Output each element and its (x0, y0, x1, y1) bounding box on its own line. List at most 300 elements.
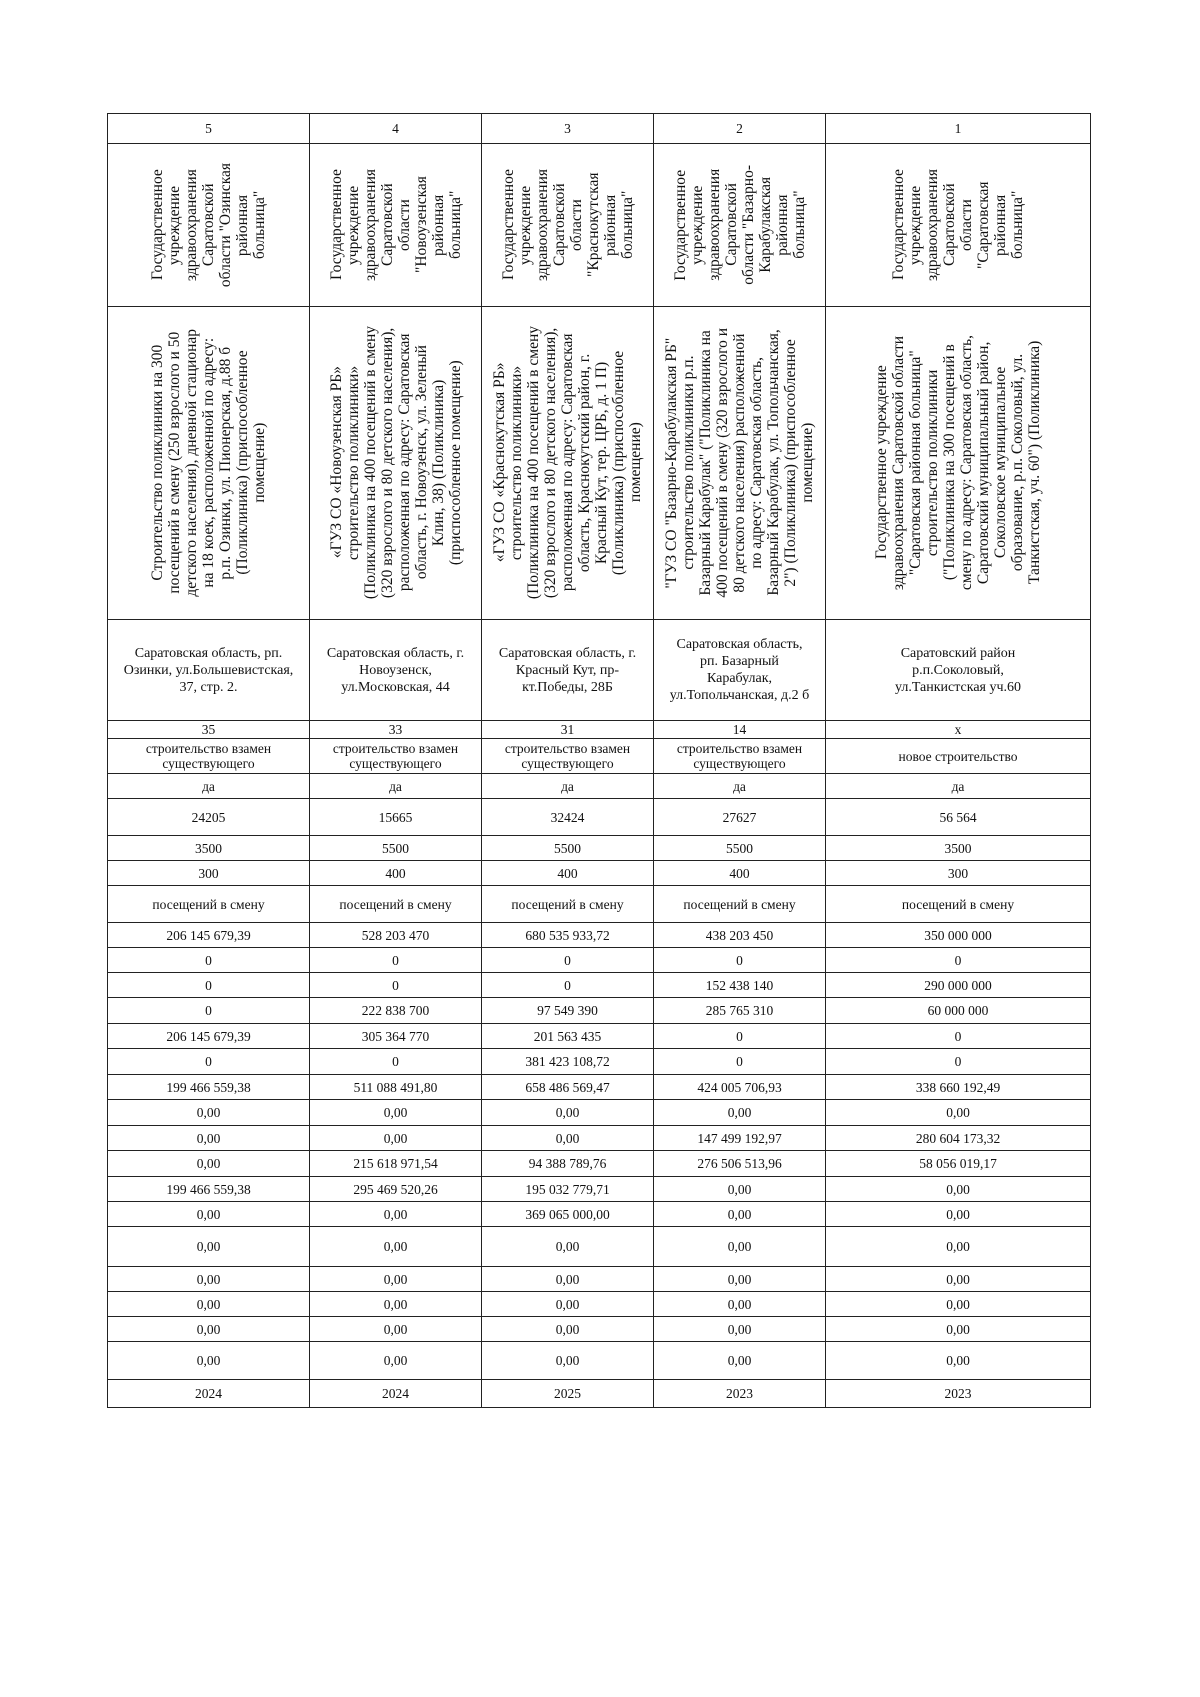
cost-per-unit-value: 5500 (554, 840, 581, 856)
estimate-2022-value: 280 604 173,32 (915, 1130, 1001, 1146)
cost-2025-cell (654, 1049, 826, 1075)
estimated-total-value: 658 486 569,47 (525, 1079, 610, 1095)
reference-number-value: 14 (732, 722, 747, 737)
cost-per-unit-cell (108, 836, 310, 861)
reserve-5-cell (826, 1342, 1091, 1380)
cost-2022-cell (826, 973, 1091, 998)
estimate-2023-row (108, 1151, 1091, 1177)
object-description-row (108, 307, 1091, 620)
flag-value: да (733, 778, 746, 794)
reference-number-cell (826, 721, 1091, 739)
reserve-4-cell (108, 1317, 310, 1342)
flag-value: да (389, 778, 402, 794)
reserve-2-cell (482, 1267, 654, 1292)
area-value: 15665 (378, 809, 413, 825)
column-number: 3 (564, 121, 571, 136)
column-number-row (108, 114, 1091, 144)
reserve-2-cell (826, 1267, 1091, 1292)
reserve-4-cell (654, 1317, 826, 1342)
estimate-2022-value: 0,00 (383, 1130, 408, 1146)
total-cost-cell (310, 923, 482, 948)
cost-2025-value: 0 (205, 1054, 212, 1069)
estimate-2024-value: 295 469 520,26 (353, 1181, 438, 1197)
reserve-3-cell (310, 1292, 482, 1317)
cost-2022-value: 0 (564, 977, 571, 993)
commission-year-cell (310, 1380, 482, 1408)
estimate-2024-value: 0,00 (946, 1181, 970, 1197)
reserve-4-value: 0,00 (727, 1321, 752, 1337)
reserve-3-value: 0,00 (946, 1296, 970, 1312)
estimate-2023-cell (654, 1151, 826, 1177)
construction-type-value: строительство взамен существующего (145, 741, 272, 771)
cost-2021-value: 0 (736, 952, 743, 968)
cost-2021-cell (482, 948, 654, 973)
estimate-2021-value: 0,00 (555, 1105, 580, 1120)
capacity-unit-cell (826, 886, 1091, 923)
column-number-cell (482, 114, 654, 144)
capacity-cell (654, 861, 826, 886)
reserve-4-value: 0,00 (196, 1321, 221, 1337)
total-cost-cell (482, 923, 654, 948)
object-description: "ГУЗ СО "Базарно-Карабулакская РБ" строительство поликлиники р.п. Базарный Карабулак" ("Поликлиника на 400 посещений в смену (320 взрослого и 80 детского населения) расположенной по адресу: Саратовская область, Базарный Карабулак, ул. Топольчанская, 2") (Поликлиника) (приспособленное помещение) (663, 328, 816, 598)
institution-name: Государственное учреждение здравоохранения Саратовской области "Саратовская районная больница" (890, 169, 1026, 281)
estimate-2025-cell (108, 1202, 310, 1227)
commission-year-value: 2024 (382, 1386, 409, 1401)
capacity-value: 300 (947, 865, 969, 881)
estimate-2023-cell (482, 1151, 654, 1177)
estimated-total-cell (310, 1075, 482, 1100)
cost-2024-row (108, 1024, 1091, 1049)
column-number-cell (108, 114, 310, 144)
reference-number-row (108, 721, 1091, 739)
reserve-2-value: 0,00 (383, 1271, 408, 1287)
estimate-2022-value: 0,00 (555, 1130, 580, 1146)
institution-name-cell (654, 144, 826, 307)
reserve-3-cell (654, 1292, 826, 1317)
cost-2023-row (108, 998, 1091, 1024)
total-cost-value: 528 203 470 (361, 927, 430, 943)
estimate-2021-value: 0,00 (946, 1105, 970, 1120)
cost-per-unit-value: 5500 (382, 840, 409, 856)
construction-type-cell (826, 739, 1091, 774)
estimate-2021-cell (108, 1100, 310, 1126)
estimated-total-value: 424 005 706,93 (697, 1079, 782, 1095)
cost-2024-value: 0 (736, 1028, 743, 1044)
reserve-1-value: 0,00 (555, 1239, 580, 1254)
construction-type-value: строительство взамен существующего (504, 741, 631, 771)
object-address-row (108, 620, 1091, 721)
reference-number-value: 33 (388, 722, 403, 737)
area-cell (826, 799, 1091, 836)
estimate-2023-value: 215 618 971,54 (353, 1156, 438, 1171)
cost-2024-cell (654, 1024, 826, 1049)
reserve-3-value: 0,00 (555, 1296, 580, 1312)
cost-2021-value: 0 (564, 952, 571, 968)
estimate-2021-cell (310, 1100, 482, 1126)
reference-number-cell (108, 721, 310, 739)
column-number-cell (310, 114, 482, 144)
estimate-2025-cell (310, 1202, 482, 1227)
object-table (107, 113, 1091, 1408)
estimate-2024-cell (654, 1177, 826, 1202)
total-cost-cell (108, 923, 310, 948)
cost-2023-value: 97 549 390 (537, 1003, 598, 1018)
capacity-value: 300 (198, 865, 219, 881)
cost-2023-value: 222 838 700 (361, 1003, 430, 1018)
reserve-2-value: 0,00 (946, 1271, 970, 1287)
estimate-2024-row (108, 1177, 1091, 1202)
column-number-cell (654, 114, 826, 144)
cost-2025-cell (310, 1049, 482, 1075)
institution-name-cell (310, 144, 482, 307)
cost-2025-value: 381 423 108,72 (525, 1054, 610, 1069)
estimate-2024-cell (108, 1177, 310, 1202)
commission-year-cell (826, 1380, 1091, 1408)
estimate-2023-value: 276 506 513,96 (697, 1156, 782, 1171)
estimate-2024-value: 199 466 559,38 (166, 1181, 251, 1197)
reserve-3-cell (482, 1292, 654, 1317)
reserve-2-value: 0,00 (555, 1271, 580, 1287)
object-description-cell (826, 307, 1091, 620)
estimate-2025-value: 0,00 (383, 1206, 408, 1222)
institution-name: Государственное учреждение здравоохранения Саратовской области "Краснокутская районная больница" (499, 169, 636, 281)
object-address-cell (826, 620, 1091, 721)
cost-per-unit-cell (654, 836, 826, 861)
institution-name: Государственное учреждение здравоохранения Саратовской области "Озинская районная больница" (149, 162, 268, 288)
capacity-value: 400 (557, 865, 578, 881)
flag-cell (108, 774, 310, 799)
cost-2021-cell (826, 948, 1091, 973)
cost-2022-row (108, 973, 1091, 998)
estimate-2022-cell (310, 1126, 482, 1151)
flag-cell (482, 774, 654, 799)
column-number: 1 (954, 121, 962, 136)
capacity-value: 400 (385, 865, 406, 881)
estimate-2024-value: 195 032 779,71 (525, 1181, 610, 1197)
column-number: 5 (205, 121, 212, 136)
cost-2022-value: 0 (392, 977, 399, 993)
object-description-cell (310, 307, 482, 620)
flag-cell (654, 774, 826, 799)
institution-name: Государственное учреждение здравоохранения Саратовской области "Базарно- Карабулакская районная больница" (671, 165, 808, 285)
total-cost-cell (826, 923, 1091, 948)
cost-2023-cell (654, 998, 826, 1024)
capacity-value: 400 (729, 865, 750, 881)
object-description-cell (482, 307, 654, 620)
reserve-5-value: 0,00 (727, 1353, 752, 1368)
reference-number-value: 35 (201, 722, 216, 737)
reserve-1-cell (654, 1227, 826, 1267)
reserve-3-cell (108, 1292, 310, 1317)
cost-2021-value: 0 (205, 952, 212, 968)
total-cost-row (108, 923, 1091, 948)
cost-2022-cell (310, 973, 482, 998)
reserve-5-row (108, 1342, 1091, 1380)
cost-2024-cell (826, 1024, 1091, 1049)
cost-2021-value: 0 (392, 952, 399, 968)
object-description: «ГУЗ СО «Новоузенская РБ» строительство поликлиники» (Поликлиника на 400 посещений в смену (320 взрослого и 80 детского населения), расположенная по адресу: Саратовская область, г. Новоузенск, ул. Зеленый Клин, 38) (Поликлиника) (приспособленное помещение) (327, 326, 464, 600)
cost-2021-value: 0 (954, 952, 962, 968)
object-description-cell (108, 307, 310, 620)
cost-2023-cell (310, 998, 482, 1024)
cost-2024-value: 305 364 770 (361, 1028, 430, 1044)
institution-name-row (108, 144, 1091, 307)
cost-2022-cell (482, 973, 654, 998)
cost-per-unit-value: 5500 (726, 840, 753, 856)
reserve-2-value: 0,00 (727, 1271, 752, 1287)
estimate-2022-row (108, 1126, 1091, 1151)
reserve-5-cell (482, 1342, 654, 1380)
reserve-3-value: 0,00 (196, 1296, 221, 1312)
reserve-2-value: 0,00 (196, 1271, 221, 1287)
object-address-cell (108, 620, 310, 721)
estimate-2021-cell (482, 1100, 654, 1126)
object-address: Саратовская область, рп. Базарный Карабулак, ул.Топольчанская, д.2 б (669, 637, 810, 703)
cost-per-unit-cell (482, 836, 654, 861)
cost-per-unit-cell (310, 836, 482, 861)
construction-type-value: новое строительство (898, 748, 1018, 764)
reserve-5-value: 0,00 (383, 1353, 408, 1368)
cost-2025-value: 0 (954, 1054, 962, 1069)
flag-value: да (561, 778, 574, 794)
reserve-1-value: 0,00 (383, 1239, 408, 1254)
estimate-2025-value: 369 065 000,00 (525, 1206, 610, 1222)
reserve-2-cell (310, 1267, 482, 1292)
reserve-4-cell (310, 1317, 482, 1342)
object-description: «ГУЗ СО «Краснокутская РБ» строительство поликлиники» (Поликлиника на 400 посещений в смену (320 взрослого и 80 детского населения), расположенная по адресу: Саратовская область, Краснокутский район, г. Красный Кут, тер. ЦРБ, д. 1 П) (Поликлиника) (приспособленное помещение) (491, 326, 644, 600)
flag-value: да (202, 778, 215, 794)
area-value: 32424 (550, 809, 585, 825)
estimate-2021-cell (654, 1100, 826, 1126)
construction-type-value: строительство взамен существующего (332, 741, 459, 771)
cost-2024-value: 201 563 435 (533, 1028, 602, 1044)
commission-year-cell (654, 1380, 826, 1408)
flag-value: да (951, 778, 965, 794)
commission-year-value: 2024 (195, 1386, 222, 1401)
estimate-2022-value: 147 499 192,97 (697, 1130, 782, 1146)
estimate-2021-value: 0,00 (727, 1105, 752, 1120)
object-address-cell (482, 620, 654, 721)
reserve-3-value: 0,00 (383, 1296, 408, 1312)
estimated-total-value: 338 660 192,49 (915, 1079, 1001, 1095)
reserve-1-value: 0,00 (727, 1239, 752, 1254)
cost-2023-cell (108, 998, 310, 1024)
estimate-2023-cell (826, 1151, 1091, 1177)
capacity-cell (310, 861, 482, 886)
total-cost-value: 680 535 933,72 (525, 927, 610, 943)
estimate-2021-value: 0,00 (196, 1105, 221, 1120)
total-cost-value: 350 000 000 (924, 927, 992, 943)
area-value: 24205 (191, 809, 226, 825)
reserve-4-value: 0,00 (946, 1321, 970, 1337)
object-description: Государственное учреждение здравоохранения Саратовской области "Саратовская районная больница" строительство поликлиники ("Поликлиника на 300 посещений в смену по адресу: Саратовская область, Саратовский муниципальный район, Соколовское муниципальное образование, р.п. Соколовый, ул. Танкистская, уч. 60") (Поликлиника) (873, 335, 1043, 591)
estimated-total-value: 511 088 491,80 (353, 1079, 438, 1095)
flag-cell (310, 774, 482, 799)
column-number: 2 (736, 121, 743, 136)
cost-2024-cell (310, 1024, 482, 1049)
estimate-2023-cell (108, 1151, 310, 1177)
estimate-2022-cell (482, 1126, 654, 1151)
reserve-1-row (108, 1227, 1091, 1267)
reserve-4-value: 0,00 (555, 1321, 580, 1337)
cost-2023-cell (482, 998, 654, 1024)
total-cost-cell (654, 923, 826, 948)
reserve-3-value: 0,00 (727, 1296, 752, 1312)
commission-year-cell (482, 1380, 654, 1408)
institution-name-cell (108, 144, 310, 307)
institution-name-cell (482, 144, 654, 307)
estimate-2023-cell (310, 1151, 482, 1177)
cost-2022-value: 152 438 140 (705, 977, 774, 993)
reserve-5-value: 0,00 (555, 1353, 580, 1368)
reserve-1-cell (482, 1227, 654, 1267)
cost-2024-value: 0 (954, 1028, 962, 1044)
reserve-1-value: 0,00 (196, 1239, 221, 1254)
reserve-1-cell (310, 1227, 482, 1267)
estimate-2023-value: 0,00 (196, 1156, 221, 1171)
reserve-4-cell (482, 1317, 654, 1342)
estimated-total-row (108, 1075, 1091, 1100)
area-cell (108, 799, 310, 836)
column-number-cell (826, 114, 1091, 144)
reserve-2-row (108, 1267, 1091, 1292)
reference-number-value: х (954, 722, 962, 737)
estimate-2025-value: 0,00 (727, 1206, 752, 1222)
area-value: 56 564 (939, 809, 977, 825)
reserve-1-cell (826, 1227, 1091, 1267)
cost-2023-value: 60 000 000 (927, 1003, 989, 1018)
capacity-cell (108, 861, 310, 886)
cost-2022-value: 290 000 000 (924, 977, 992, 993)
area-cell (654, 799, 826, 836)
estimated-total-cell (108, 1075, 310, 1100)
capacity-unit-cell (310, 886, 482, 923)
estimate-2024-cell (310, 1177, 482, 1202)
cost-2021-row (108, 948, 1091, 973)
cost-2022-cell (654, 973, 826, 998)
cost-2023-cell (826, 998, 1091, 1024)
reserve-5-cell (310, 1342, 482, 1380)
construction-type-row (108, 739, 1091, 774)
reserve-3-cell (826, 1292, 1091, 1317)
capacity-row (108, 861, 1091, 886)
estimate-2025-cell (482, 1202, 654, 1227)
cost-2025-cell (482, 1049, 654, 1075)
commission-year-cell (108, 1380, 310, 1408)
area-value: 27627 (722, 809, 757, 825)
cost-2025-cell (108, 1049, 310, 1075)
reserve-2-cell (654, 1267, 826, 1292)
commission-year-value: 2023 (944, 1386, 972, 1401)
object-address-cell (310, 620, 482, 721)
commission-year-value: 2023 (726, 1386, 753, 1401)
cost-2023-value: 0 (205, 1003, 212, 1018)
cost-per-unit-value: 3500 (195, 840, 222, 856)
flag-row (108, 774, 1091, 799)
estimated-total-cell (482, 1075, 654, 1100)
estimated-total-cell (826, 1075, 1091, 1100)
capacity-unit-value: посещений в смену (511, 896, 624, 912)
reserve-4-row (108, 1317, 1091, 1342)
capacity-unit-cell (482, 886, 654, 923)
reserve-4-cell (826, 1317, 1091, 1342)
institution-name-cell (826, 144, 1091, 307)
object-description: Строительство поликлиники на 300 посещений в смену (250 взрослого и 50 детского населения), дневной стационар на 18 коек, расположенной по адресу: р.п. Озинки, ул. Пионерская, д.88 б (Поликлиника) (приспособленное помещение) (149, 329, 268, 597)
reserve-5-value: 0,00 (196, 1353, 221, 1368)
reserve-3-row (108, 1292, 1091, 1317)
capacity-unit-value: посещений в смену (901, 896, 1015, 912)
capacity-cell (826, 861, 1091, 886)
reference-number-cell (482, 721, 654, 739)
cost-2025-value: 0 (392, 1054, 399, 1069)
area-cell (310, 799, 482, 836)
object-address: Саратовский район р.п.Соколовый, ул.Танкистская уч.60 (894, 645, 1022, 695)
cost-2024-value: 206 145 679,39 (166, 1028, 251, 1044)
reserve-5-cell (108, 1342, 310, 1380)
estimated-total-value: 199 466 559,38 (166, 1079, 251, 1095)
cost-2022-value: 0 (205, 977, 212, 993)
reserve-5-value: 0,00 (946, 1353, 970, 1368)
reserve-5-cell (654, 1342, 826, 1380)
commission-year-row (108, 1380, 1091, 1408)
cost-per-unit-row (108, 836, 1091, 861)
object-address: Саратовская область, г. Новоузенск, ул.Московская, 44 (326, 645, 465, 695)
construction-type-cell (482, 739, 654, 774)
cost-per-unit-cell (826, 836, 1091, 861)
institution-name: Государственное учреждение здравоохранения Саратовской области "Новоузенская районная больница" (327, 169, 464, 281)
estimate-2021-cell (826, 1100, 1091, 1126)
capacity-unit-cell (108, 886, 310, 923)
total-cost-value: 438 203 450 (705, 927, 774, 943)
estimate-2021-row (108, 1100, 1091, 1126)
estimate-2022-cell (826, 1126, 1091, 1151)
capacity-unit-value: посещений в смену (683, 896, 796, 912)
flag-cell (826, 774, 1091, 799)
estimate-2024-value: 0,00 (727, 1181, 752, 1197)
capacity-unit-value: посещений в смену (339, 896, 452, 912)
commission-year-value: 2025 (554, 1386, 581, 1401)
estimate-2025-cell (654, 1202, 826, 1227)
cost-2025-cell (826, 1049, 1091, 1075)
object-address: Саратовская область, рп. Озинки, ул.Большевистская, 37, стр. 2. (123, 645, 294, 695)
reference-number-cell (654, 721, 826, 739)
capacity-unit-value: посещений в смену (152, 896, 265, 912)
estimate-2023-value: 58 056 019,17 (919, 1156, 997, 1171)
reference-number-value: 31 (560, 722, 575, 737)
cost-2021-cell (310, 948, 482, 973)
area-cell (482, 799, 654, 836)
estimated-total-cell (654, 1075, 826, 1100)
construction-type-cell (654, 739, 826, 774)
construction-type-value: строительство взамен существующего (676, 741, 803, 771)
cost-2024-cell (482, 1024, 654, 1049)
estimate-2022-cell (108, 1126, 310, 1151)
estimate-2025-value: 0,00 (196, 1206, 221, 1222)
object-description-cell (654, 307, 826, 620)
column-number: 4 (392, 121, 399, 136)
object-address-cell (654, 620, 826, 721)
estimate-2025-value: 0,00 (946, 1206, 970, 1222)
cost-per-unit-value: 3500 (944, 840, 972, 856)
estimate-2024-cell (826, 1177, 1091, 1202)
capacity-unit-row (108, 886, 1091, 923)
cost-2023-value: 285 765 310 (705, 1003, 774, 1018)
estimate-2021-value: 0,00 (383, 1105, 408, 1120)
cost-2022-cell (108, 973, 310, 998)
capacity-cell (482, 861, 654, 886)
area-row (108, 799, 1091, 836)
construction-type-cell (310, 739, 482, 774)
